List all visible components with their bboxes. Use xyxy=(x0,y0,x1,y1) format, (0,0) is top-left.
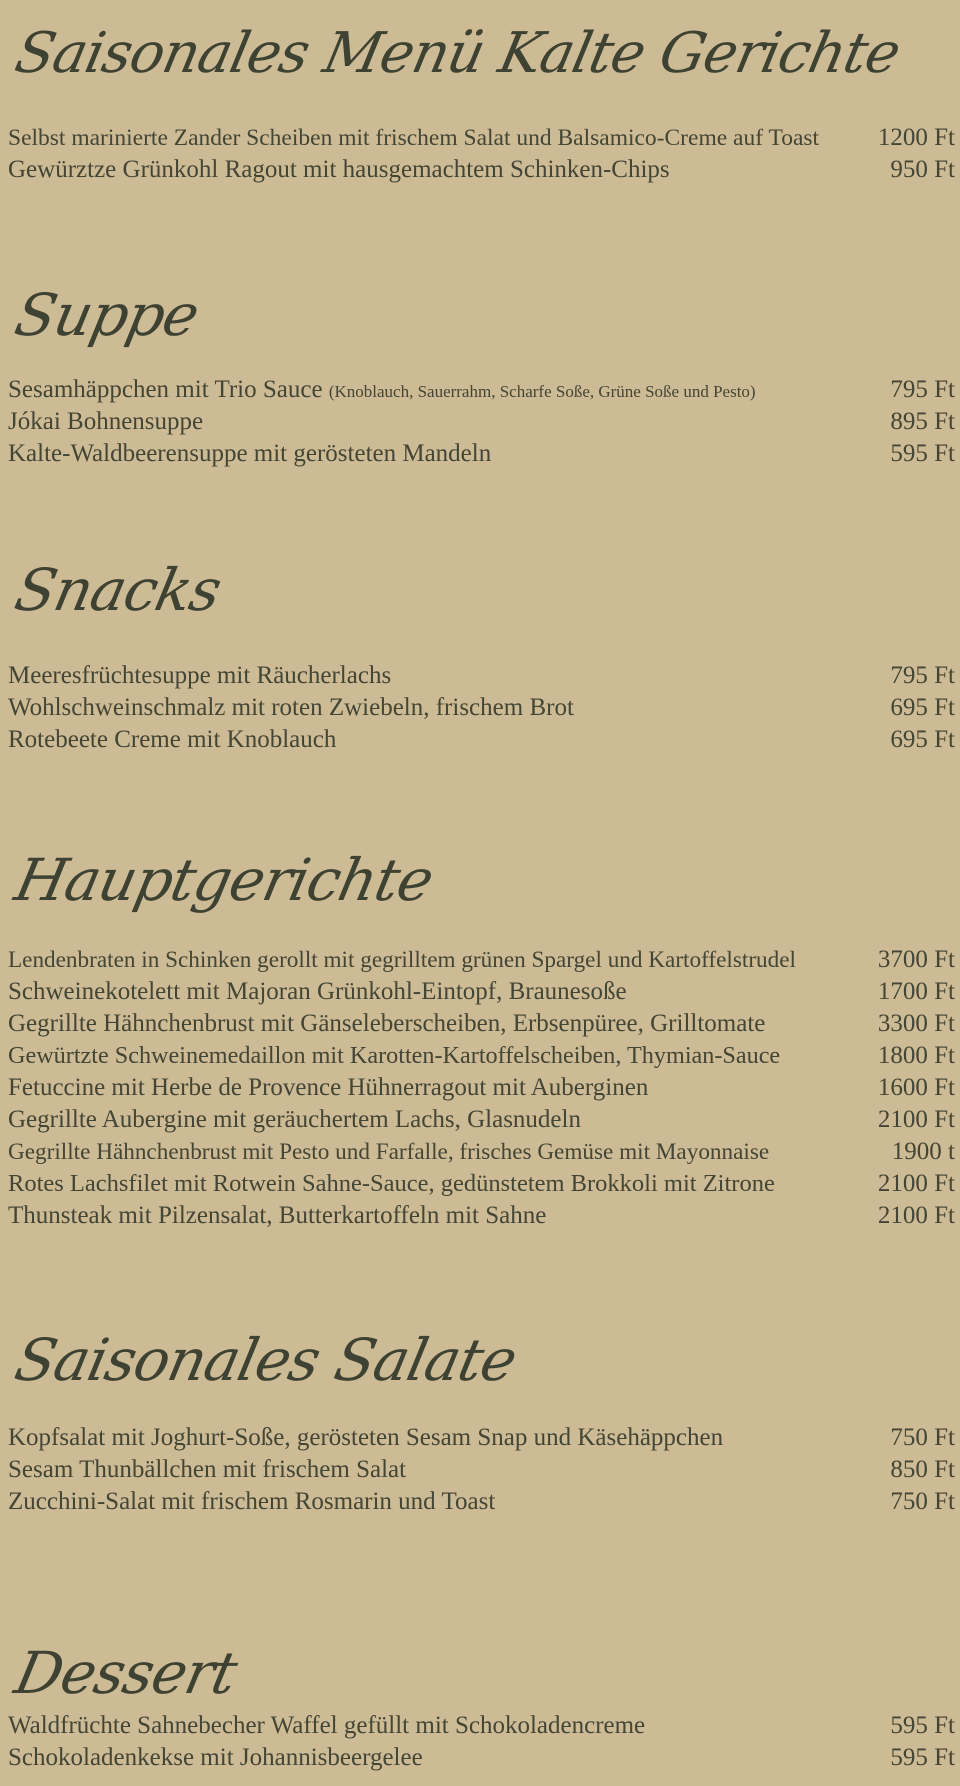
menu-item xyxy=(8,1040,955,1072)
section-heading: Snacks xyxy=(9,556,227,624)
menu-item xyxy=(8,944,955,976)
section-heading: Hauptgerichte xyxy=(9,846,439,914)
menu-item-price: 795 Ft xyxy=(890,662,955,689)
menu-item-list xyxy=(8,374,955,470)
menu-item-name: Gegrillte Hähnchenbrust mit Pesto und Farfalle, frisches Gemüse mit Mayonnaise xyxy=(8,1139,770,1165)
menu-item-name xyxy=(8,374,756,408)
menu-item-price: 1700 Ft xyxy=(877,978,955,1005)
section-heading: Saisonales Salate xyxy=(9,1326,523,1394)
menu-item-list xyxy=(8,1422,955,1518)
menu-item-price: 950 Ft xyxy=(890,156,955,183)
menu-item xyxy=(8,1104,955,1136)
menu-item-price: 595 Ft xyxy=(890,1712,955,1739)
menu-item-price: 3700 Ft xyxy=(877,946,955,973)
menu-item-price: 595 Ft xyxy=(890,440,955,467)
menu-item-name: Gewürtzte Schweinemedaillon mit Karotten-Kartoffelscheiben, Thymian-Sauce xyxy=(8,1042,781,1069)
menu-item-price: 3300 Ft xyxy=(877,1010,955,1037)
menu-item xyxy=(8,724,955,756)
menu-item-price: 695 Ft xyxy=(890,726,955,753)
section-heading: Saisonales Menü Kalte Gerichte xyxy=(9,21,906,86)
menu-item xyxy=(8,374,955,406)
menu-item xyxy=(8,1168,955,1200)
menu-item-name: Gewürztze Grünkohl Ragout mit hausgemachtem Schinken-Chips xyxy=(8,156,670,183)
menu-item-name: Schweinekotelett mit Majoran Grünkohl-Eintopf, Braunesoße xyxy=(8,978,627,1005)
menu-item-note: (Knoblauch, Sauerrahm, Scharfe Soße, Grüne Soße und Pesto) xyxy=(328,382,756,401)
menu-item xyxy=(8,1422,955,1454)
menu-item-name: Meeresfrüchtesuppe mit Räucherlachs xyxy=(8,662,392,689)
menu-item xyxy=(8,1742,955,1774)
menu-item xyxy=(8,1200,955,1232)
menu-item-name: Thunsteak mit Pilzensalat, Butterkartoffeln mit Sahne xyxy=(8,1202,547,1229)
menu-item-name: Waldfrüchte Sahnebecher Waffel gefüllt mit Schokoladencreme xyxy=(8,1712,646,1739)
menu-item-name: Gegrillte Hähnchenbrust mit Gänseleberscheiben, Erbsenpüree, Grilltomate xyxy=(8,1010,766,1037)
menu-item-price: 750 Ft xyxy=(890,1488,955,1515)
menu-item-name: Gegrillte Aubergine mit geräuchertem Lachs, Glasnudeln xyxy=(8,1106,581,1133)
menu-item xyxy=(8,1710,955,1742)
menu-item-price: 695 Ft xyxy=(890,694,955,721)
menu-item-name: Rotes Lachsfilet mit Rotwein Sahne-Sauce, gedünstetem Brokkoli mit Zitrone xyxy=(8,1170,775,1197)
menu-item-name: Wohlschweinschmalz mit roten Zwiebeln, frischem Brot xyxy=(8,694,574,721)
menu-section-kalte-gerichte xyxy=(8,14,955,183)
menu-item-list xyxy=(8,1710,955,1774)
menu-item-price: 1900 t xyxy=(891,1138,955,1165)
menu-item-name: Kopfsalat mit Joghurt-Soße, gerösteten Sesam Snap und Käsehäppchen xyxy=(8,1424,724,1451)
menu-item xyxy=(8,1072,955,1104)
section-heading: Suppe xyxy=(9,281,205,349)
menu-section-hauptgerichte xyxy=(8,840,955,1229)
menu-section-dessert xyxy=(8,1633,955,1771)
menu-item-name-text: Sesamhäppchen mit Trio Sauce xyxy=(8,376,323,403)
menu-item xyxy=(8,1454,955,1486)
menu-item-list xyxy=(8,660,955,756)
menu-item-name: Zucchini-Salat mit frischem Rosmarin und Toast xyxy=(8,1488,496,1515)
menu-item xyxy=(8,660,955,692)
menu-item-name: Sesam Thunbällchen mit frischem Salat xyxy=(8,1456,407,1483)
menu-item-price: 895 Ft xyxy=(890,408,955,435)
menu-item-price: 795 Ft xyxy=(890,376,955,403)
menu-item xyxy=(8,438,955,470)
menu-item-list xyxy=(8,122,955,186)
menu-item-name: Selbst marinierte Zander Scheiben mit frischem Salat und Balsamico-Creme auf Toast xyxy=(8,125,820,151)
menu-item-name: Fetuccine mit Herbe de Provence Hühnerragout mit Auberginen xyxy=(8,1074,649,1101)
menu-item-name: Kalte-Waldbeerensuppe mit gerösteten Mandeln xyxy=(8,440,492,467)
menu-item-price: 595 Ft xyxy=(890,1744,955,1771)
menu-item xyxy=(8,692,955,724)
menu-item-price: 850 Ft xyxy=(890,1456,955,1483)
menu-item xyxy=(8,1486,955,1518)
menu-section-salate xyxy=(8,1320,955,1515)
menu-item-price: 1200 Ft xyxy=(877,124,955,151)
menu-item-price: 2100 Ft xyxy=(877,1170,955,1197)
menu-section-snacks xyxy=(8,550,955,753)
menu-item xyxy=(8,154,955,186)
menu-item-price: 2100 Ft xyxy=(877,1202,955,1229)
menu-item-list xyxy=(8,944,955,1232)
menu-item-name: Rotebeete Creme mit Knoblauch xyxy=(8,726,337,753)
menu-item-price: 1800 Ft xyxy=(877,1042,955,1069)
menu-item xyxy=(8,406,955,438)
menu-section-suppe xyxy=(8,275,955,467)
menu-item-name: Schokoladenkekse mit Johannisbeergelee xyxy=(8,1744,423,1771)
menu-item-name: Jókai Bohnensuppe xyxy=(8,408,204,435)
menu-item-price: 1600 Ft xyxy=(877,1074,955,1101)
menu-item xyxy=(8,122,955,154)
menu-item xyxy=(8,1008,955,1040)
menu-item-price: 2100 Ft xyxy=(877,1106,955,1133)
menu-item xyxy=(8,976,955,1008)
menu-item-name: Lendenbraten in Schinken gerollt mit gegrilltem grünen Spargel und Kartoffelstrudel xyxy=(8,947,796,973)
menu-item xyxy=(8,1136,955,1168)
menu-item-price: 750 Ft xyxy=(890,1424,955,1451)
section-heading: Dessert xyxy=(9,1639,243,1707)
